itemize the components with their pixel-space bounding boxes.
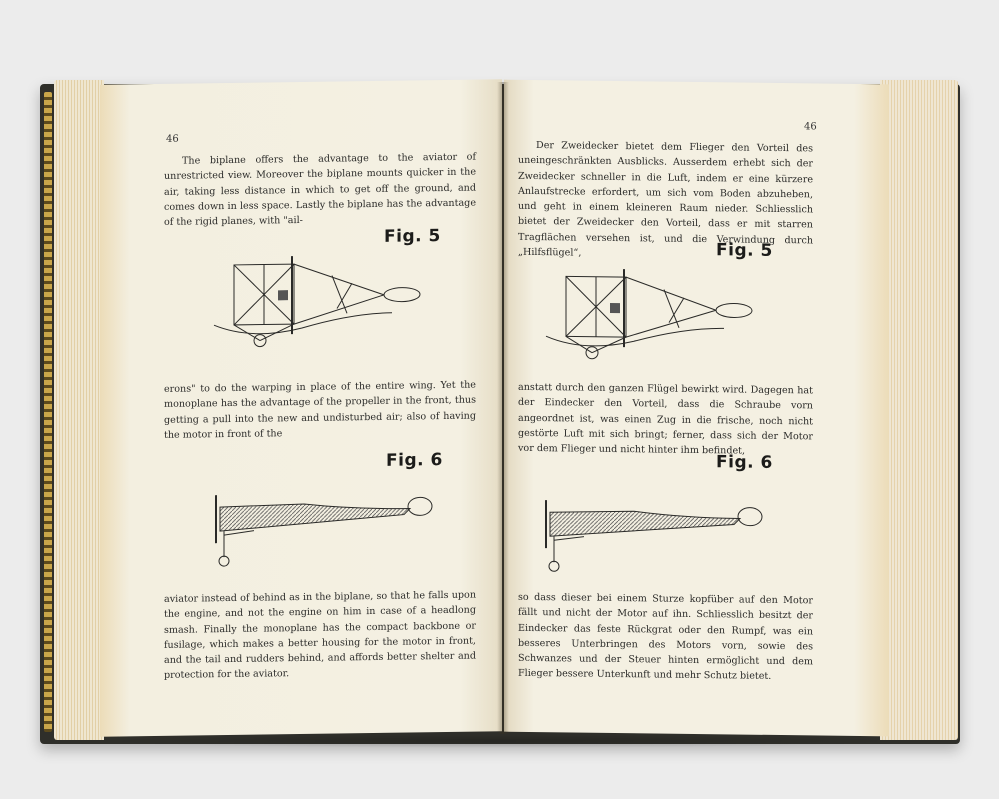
- gilt-spine-tooling: [44, 92, 52, 732]
- right-fig-5-label: Fig. 5: [716, 240, 773, 261]
- left-paragraph-3: aviator instead of behind as in the biplane, so that he falls upon the engine, and not the engine on him in case of a headlong smash. Finally the monoplane has the compact backbone or fusilage, which makes a better housing for the motor in front, and the tail and rudders behind, and affords better shelter and protection for the aviator.: [164, 589, 476, 682]
- right-biplane-illustration: [544, 266, 764, 374]
- right-paragraph-1: Der Zweidecker bietet dem Flieger den Vorteil des uneingeschränkten Ausblicks. Ausserdem erhebt sich der Zweidecker schneller in die Luft, indem er eine kürzere Anlaufstrecke erfordert, um sich vom Boden abzuheben, und geht in einem kleineren Raum nieder. Schliesslich bietet der Zweidecker den Vorteil, dass er mit starren Tragflächen versehen ist, und die Verwindung durch „Hilfsflügel“,: [518, 140, 813, 259]
- right-paragraph-3: so dass dieser bei einem Sturze kopfüber auf den Motor fällt und nicht der Motor auf ihn. Schliesslich besitzt der Eindecker das feste Rückgrat oder den Rumpf, was ein besseres Unterbringen des Motors vorn, sowie des Schwanzes und der Steuer hinten ermöglicht und dem Flieger bessere Unterkunft und mehr Schutz bietet.: [518, 591, 813, 683]
- right-paragraph-2: anstatt durch den ganzen Flügel bewirkt wird. Dagegen hat der Eindecker den Vorteil, dass die Schraube vorn angeordnet ist, was einen Zug in die frische, noch nicht gestörte Luft mit sich bringt; ferner, dass sich der Motor vor dem Flieger und nicht hinter ihm befindet,: [518, 381, 813, 457]
- right-monoplane-illustration: [534, 500, 764, 583]
- right-page-number: 46: [804, 121, 817, 133]
- left-paragraph-2: erons" to do the warping in place of the entire wing. Yet the monoplane has the advantage of the propeller in the front, thus getting a pull into the new and undisturbed air; also of having the motor in front of the: [164, 379, 476, 441]
- right-page-edges: [880, 80, 958, 740]
- left-biplane-illustration: [212, 252, 432, 360]
- book-gutter: [497, 82, 509, 734]
- left-page-edges: [54, 80, 104, 740]
- right-fig-6-label: Fig. 6: [716, 452, 773, 473]
- left-fig-6-label: Fig. 6: [386, 450, 443, 471]
- left-paragraph-1: The biplane offers the advantage to the aviator of unrestricted view. Moreover the biplane mounts quicker in the air, taking less distance in which to get off the ground, and comes down in less space. Lastly the biplane has the advantage of the rigid planes, with "ail-: [164, 151, 476, 229]
- left-page-number: 46: [166, 133, 179, 145]
- book-shadow: [92, 734, 908, 748]
- left-monoplane-illustration: [204, 492, 434, 575]
- right-page: [504, 80, 889, 737]
- left-page: [100, 79, 502, 737]
- left-fig-5-label: Fig. 5: [384, 226, 441, 247]
